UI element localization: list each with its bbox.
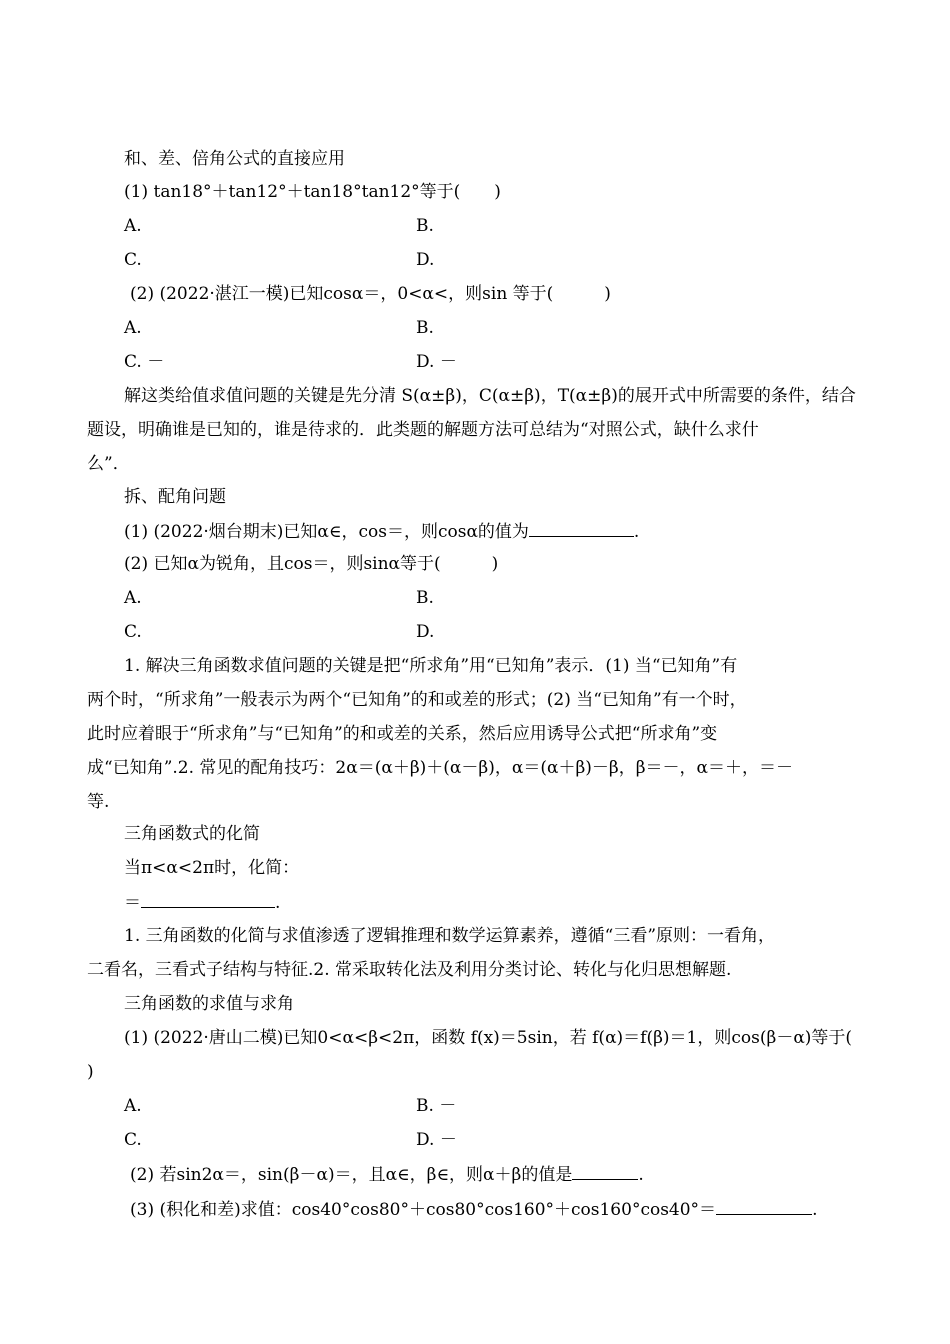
option-c: C. (124, 250, 142, 270)
question-text (130, 1163, 644, 1186)
question-text: (1) tan18°＋tan12°＋tan18°tan12°等于( ) (124, 182, 501, 202)
answer-blank (529, 520, 634, 537)
note-text: 1. 三角函数的化简与求值渗透了逻辑推理和数学运算素养，遵循“三看”原则：一看角， (124, 926, 776, 946)
option-a: A. (124, 588, 142, 608)
question-end: . (633, 522, 640, 542)
equals-sign: ＝ (124, 893, 141, 913)
option-a: A. (124, 1096, 142, 1116)
note-text: 成“已知角”.2. 常见的配角技巧：2α＝(α＋β)＋(α－β)，α＝(α＋β)－β，β＝－，α＝＋，＝－ (87, 758, 794, 778)
answer-blank (716, 1198, 812, 1215)
question-body: (3) (积化和差)求值：cos40°cos80°＋cos80°cos160°＋cos160°cos40°＝ (130, 1200, 717, 1220)
answer-blank (141, 891, 275, 908)
option-d: D. － (416, 1130, 457, 1150)
section-heading: 和、差、倍角公式的直接应用 (124, 149, 345, 169)
note-text: 二看名，三看式子结构与特征.2. 常采取转化法及利用分类讨论、转化与化归思想解题. (87, 960, 732, 980)
section-heading: 拆、配角问题 (124, 487, 226, 507)
note-text: 1. 解决三角函数求值问题的关键是把“所求角”用“已知角”表示．(1) 当“已知角”有 (124, 656, 738, 676)
question-text: 当π<α<2π时，化简： (124, 858, 300, 878)
question-text: ) (87, 1062, 94, 1082)
question-text: (1) (2022·唐山二模)已知0<α<β<2π，函数 f(x)＝5sin，若 f(α)＝f(β)＝1，则cos(β－α)等于( (124, 1028, 853, 1048)
option-b: B. (416, 588, 434, 608)
note-text: 两个时，“所求角”一般表示为两个“已知角”的和或差的形式；(2) 当“已知角”有一个时， (87, 690, 747, 710)
question-text: (2) 已知α为锐角，且cos＝，则sinα等于( ) (124, 554, 499, 574)
option-b: B. － (416, 1096, 457, 1116)
question-body: (1) (2022·烟台期末)已知α∈，cos＝，则cosα的值为 (124, 522, 529, 542)
option-a: A. (124, 318, 142, 338)
note-text: 解这类给值求值问题的关键是先分清 S(α±β)，C(α±β)，T(α±β)的展开式中所需要的条件，结合 (124, 386, 856, 406)
equation-line (124, 891, 280, 914)
note-text: 题设，明确谁是已知的，谁是待求的．此类题的解题方法可总结为“对照公式，缺什么求什 (87, 420, 759, 440)
note-text: 么”． (87, 454, 130, 474)
option-d: D. (416, 622, 435, 642)
section-heading: 三角函数式的化简 (124, 824, 260, 844)
question-text: (2) (2022·湛江一模)已知cosα＝，0<α<，则sin 等于( ) (130, 284, 611, 304)
section-heading: 三角函数的求值与求角 (124, 994, 294, 1014)
option-a: A. (124, 216, 142, 236)
option-b: B. (416, 318, 434, 338)
option-b: B. (416, 216, 434, 236)
question-end: . (812, 1200, 818, 1220)
option-c: C. (124, 622, 142, 642)
question-body: (2) 若sin2α＝，sin(β－α)＝，且α∈，β∈，则α＋β的值是 (130, 1165, 573, 1185)
answer-blank (572, 1163, 638, 1180)
option-c: C. － (124, 352, 165, 372)
question-end: . (275, 893, 281, 913)
note-text: 此时应着眼于“所求角”与“已知角”的和或差的关系，然后应用诱导公式把“所求角”变 (87, 724, 718, 744)
option-c: C. (124, 1130, 142, 1150)
question-end: . (638, 1165, 644, 1185)
option-d: D. － (416, 352, 457, 372)
option-d: D. (416, 250, 435, 270)
question-text (124, 520, 639, 543)
question-text (130, 1198, 817, 1221)
note-text: 等. (87, 792, 110, 812)
